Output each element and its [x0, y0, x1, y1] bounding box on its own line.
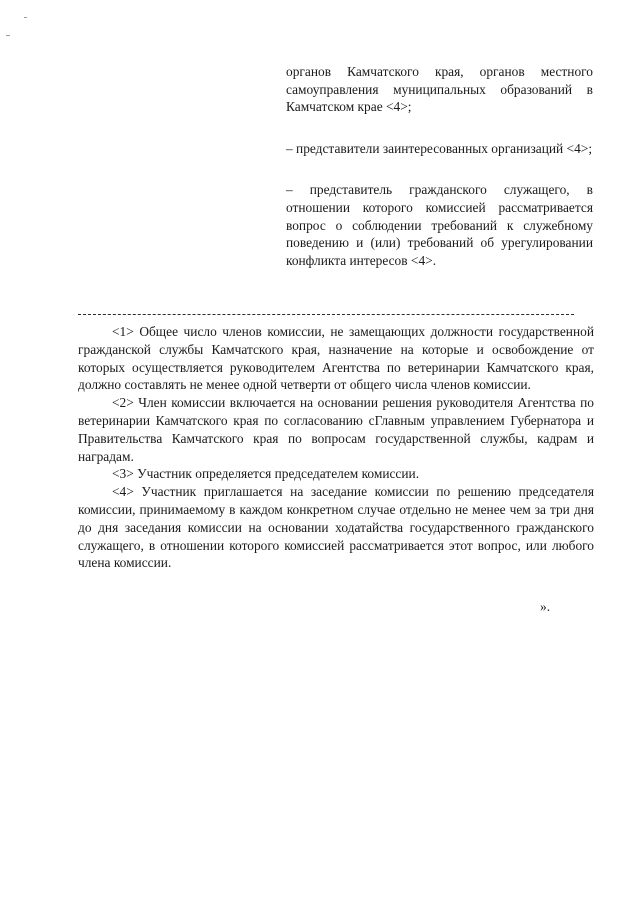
paragraph-organizations: – представители заинтересованных организаций <4>;: [286, 140, 593, 156]
right-column-text: [286, 63, 593, 293]
footnote-1: <1> Общее число членов комиссии, не замещающих должности государственной гражданской службы Камчатского края, назначение на которые и освобождение от которых осуществляется руководителем Агентства по ветеринарии Камчатского края, должно составлять не менее одной четверти от общего числа членов комиссии.: [78, 324, 594, 393]
footnotes: [78, 323, 594, 572]
scan-artifact: [6, 35, 10, 36]
footnote-2: <2> Член комиссии включается на основании решения руководителя Агентства по ветеринарии Камчатского края по согласованию сГлавным управлением Губернатора и Правительства Камчатского края по вопросам государственной службы, кадрам и наградам.: [78, 395, 594, 464]
scan-artifact: [24, 17, 27, 18]
footnote-divider: [78, 314, 574, 315]
footnote-3: <3> Участник определяется председателем комиссии.: [112, 466, 420, 482]
paragraph-representative: – представитель гражданского служащего, в отношении которого комиссией рассматривается вопрос о соблюдении требований к служебному поведению и (или) требований об урегулировании конфликта интересов <4>.: [286, 182, 593, 268]
footnote-4: <4> Участник приглашается на заседание комиссии по решению председателя комиссии, принимаемому в каждом конкретном случае отдельно не менее чем за три дня до дня заседания комиссии на основании ходатайства государственного гражданского служащего, в отношении которого комиссией рассматривается этот вопрос, или любого члена комиссии.: [78, 484, 594, 571]
paragraph-organs: органов Камчатского края, органов местного самоуправления муниципальных образований в Камчатском крае <4>;: [286, 64, 593, 115]
closing-quote: ».: [540, 599, 551, 614]
